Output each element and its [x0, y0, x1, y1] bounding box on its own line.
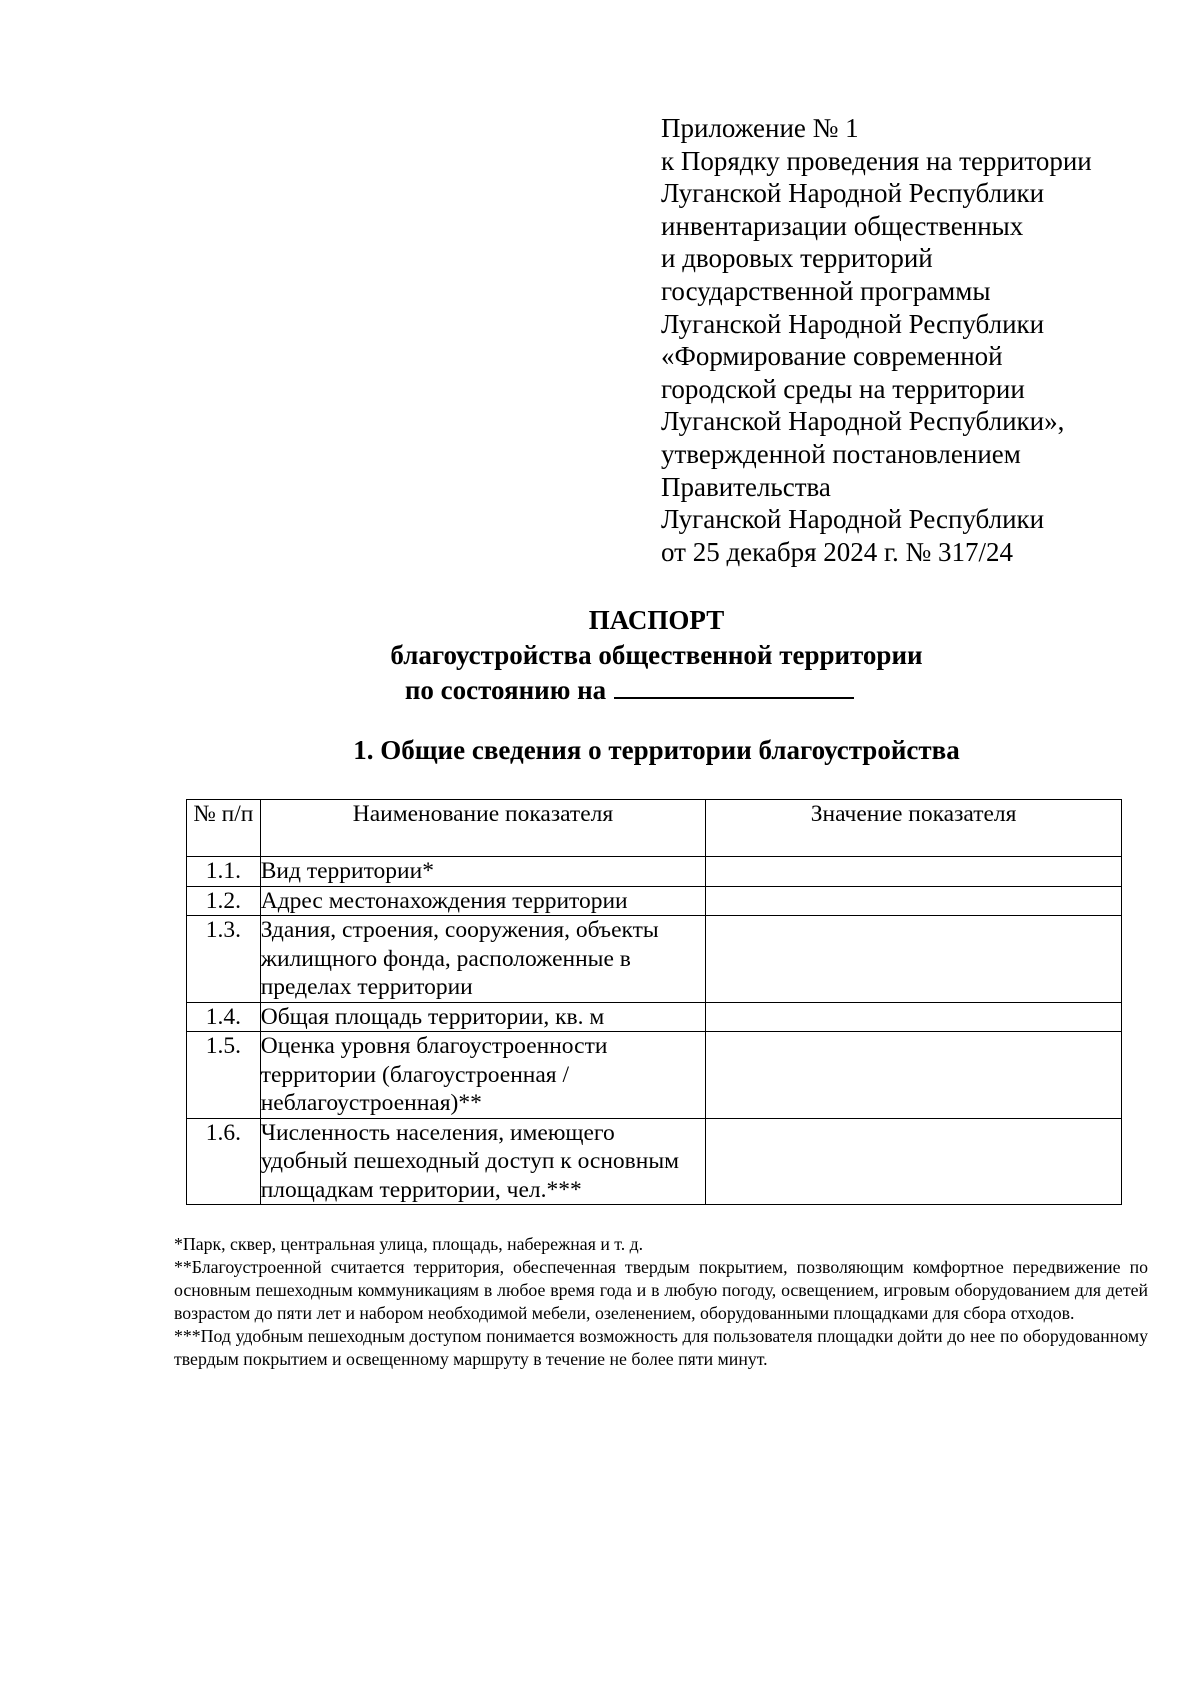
- header-name: Наименование показателя: [260, 800, 705, 857]
- row-value: [706, 1032, 1122, 1119]
- appendix-line: от 25 декабря 2024 г. № 317/24: [661, 536, 1014, 567]
- row-value: [706, 1118, 1122, 1205]
- row-num: 1.3.: [187, 916, 261, 1003]
- appendix-line: и дворовых территорий: [661, 243, 933, 274]
- document-subtitle: благоустройства общественной территории: [390, 640, 923, 670]
- document-title: ПАСПОРТ: [588, 605, 725, 635]
- row-value: [706, 886, 1122, 916]
- row-name: Адрес местонахождения территории: [260, 886, 705, 916]
- row-value: [706, 857, 1122, 887]
- appendix-line: Приложение № 1: [661, 113, 859, 143]
- row-num: 1.5.: [187, 1032, 261, 1119]
- header-num: № п/п: [187, 800, 261, 857]
- appendix-line: Луганской Народной Республики: [661, 504, 1045, 535]
- row-num: 1.4.: [187, 1002, 261, 1032]
- appendix-line: «Формирование современной: [661, 341, 1003, 372]
- row-num: 1.6.: [187, 1118, 261, 1205]
- appendix-reference: [661, 112, 1161, 568]
- appendix-line: утвержденной постановлением: [661, 438, 1021, 469]
- general-info-table: [186, 799, 1122, 1205]
- appendix-line: Луганской Народной Республики: [661, 178, 1045, 209]
- appendix-line: Луганской Народной Республики»,: [661, 406, 1065, 437]
- appendix-line: Луганской Народной Республики: [661, 308, 1045, 339]
- row-name: Оценка уровня благоустроенности территории (благоустроенная / неблагоустроенная)**: [260, 1032, 705, 1119]
- table-row: [187, 1032, 1122, 1119]
- row-name: Численность населения, имеющего удобный пешеходный доступ к основным площадкам территории, чел.***: [260, 1118, 705, 1205]
- appendix-line: к Порядку проведения на территории: [661, 145, 1092, 176]
- footnote: ***Под удобным пешеходным доступом понимается возможность для пользователя площадки дойти до нее по оборудованному твердым покрытием и освещенному маршруту в течение не более пяти минут.: [174, 1326, 1148, 1369]
- row-value: [706, 916, 1122, 1003]
- row-value: [706, 1002, 1122, 1032]
- footnotes: [174, 1233, 1148, 1371]
- table-row: [187, 1002, 1122, 1032]
- row-name: Общая площадь территории, кв. м: [260, 1002, 705, 1032]
- appendix-line: городской среды на территории: [661, 373, 1025, 404]
- appendix-line: государственной программы: [661, 275, 991, 306]
- table-row: [187, 1118, 1122, 1205]
- appendix-line: инвентаризации общественных: [661, 210, 1024, 241]
- date-line-label: по состоянию на: [404, 675, 607, 705]
- row-num: 1.1.: [187, 857, 261, 887]
- footnote: *Парк, сквер, центральная улица, площадь, набережная и т. д.: [174, 1234, 644, 1254]
- row-num: 1.2.: [187, 886, 261, 916]
- row-name: Вид территории*: [260, 857, 705, 887]
- row-name: Здания, строения, сооружения, объекты жилищного фонда, расположенные в пределах территории: [260, 916, 705, 1003]
- section-heading: 1. Общие сведения о территории благоустройства: [353, 735, 960, 765]
- table-header-row: [187, 800, 1122, 857]
- header-value: Значение показателя: [706, 800, 1122, 857]
- table-row: [187, 916, 1122, 1003]
- table-row: [187, 857, 1122, 887]
- table-row: [187, 886, 1122, 916]
- document-date-line: [0, 673, 1200, 707]
- appendix-line: Правительства: [661, 471, 831, 502]
- date-blank-field: [614, 673, 854, 699]
- footnote: **Благоустроенной считается территория, обеспеченная твердым покрытием, позволяющим комфортное передвижение по основным пешеходным коммуникациям в любое время года и в любую погоду, освещением, игровым оборудованием для детей возрастом до пяти лет и набором необходимой мебели, озеленением, оборудованными площадками для сбора отходов.: [174, 1257, 1148, 1323]
